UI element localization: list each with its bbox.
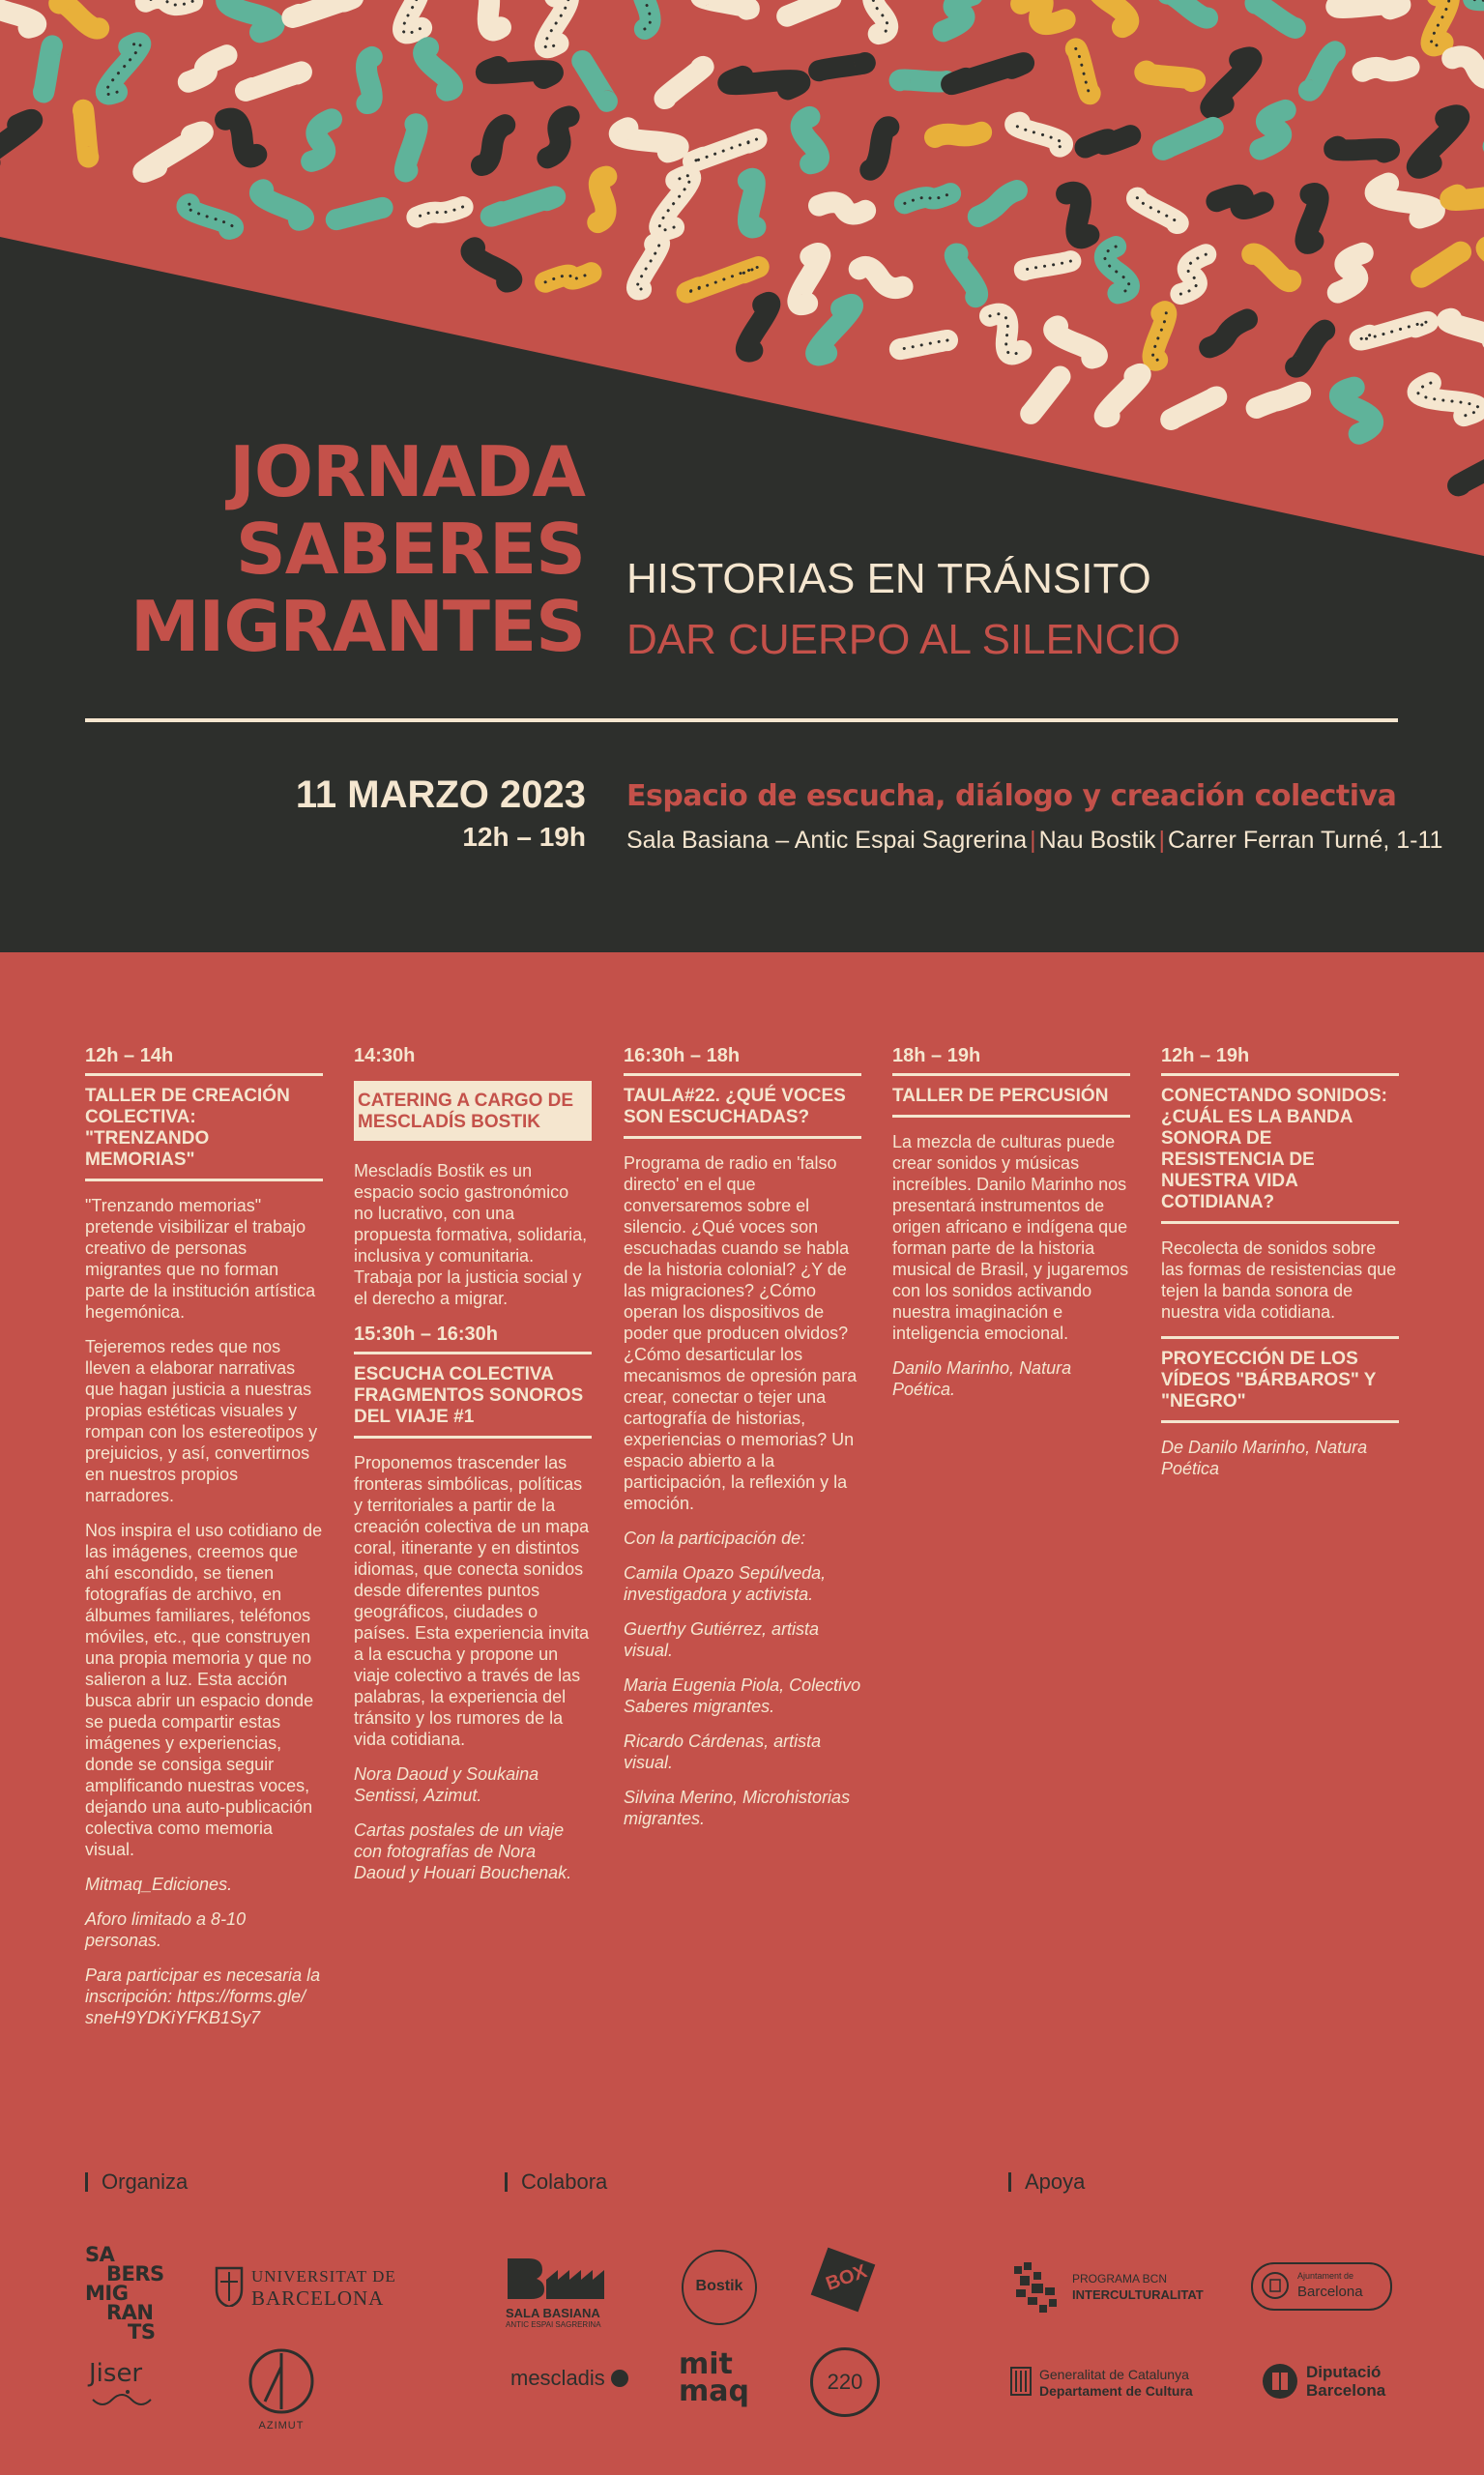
universitat-barcelona-logo: UNIVERSITAT DE BARCELONA xyxy=(215,2262,384,2311)
title-line-2: SABERES xyxy=(235,509,585,590)
participant: Maria Eugenia Piola, Colectivo Saberes migrantes. xyxy=(624,1675,861,1716)
event-hours: 12h – 19h xyxy=(462,822,586,852)
squiggle-shape xyxy=(1085,135,1130,147)
squiggle-shape xyxy=(311,119,332,161)
participants-intro: Con la participación de: xyxy=(624,1529,806,1548)
participant: Camila Opazo Sepúlveda, investigadora y activista. xyxy=(624,1563,827,1604)
venue-nau: Nau Bostik xyxy=(1038,827,1156,854)
squiggle-shape xyxy=(1338,253,1363,293)
session-description: La mezcla de culturas puede crear sonidos y músicas increíbles. Danilo Marinho nos presentará instrumentos de origen africano e indígena que forman parte de la historia musical de Brasil, y jugaremos con los sonidos activando nuestra imaginación e inteligencia emocional. xyxy=(892,1132,1129,1343)
mitmaq-logo: mit maq xyxy=(679,2347,749,2408)
session-title: TALLER DE PERCUSIÓN xyxy=(892,1076,1130,1118)
session-time: 15:30h – 16:30h xyxy=(354,1323,592,1354)
squiggle-shape xyxy=(1336,2,1400,9)
session-title-highlight: CATERING A CARGO DE MESCLADÍS BOSTIK xyxy=(354,1081,592,1141)
squiggle-shape xyxy=(405,124,418,171)
squiggle-shape xyxy=(935,132,981,137)
squiggle-shape xyxy=(819,63,865,71)
title-line-1: JORNADA xyxy=(229,431,585,512)
program-column-4 xyxy=(892,1044,1130,1413)
session-description: Proponemos trascender las fronteras simbólicas, políticas y territoriales a partir de la creación colectiva de un mapa coral, itinerante y en distintos idiomas, que conecta sonidos desde diferentes puntos geográficos, ciudades o países. Esta experiencia invita a la escucha y propone un viaje colectivo a través de las palabras, la experiencia del tránsito y los rumores de la vida cotidiana. xyxy=(354,1453,590,1749)
squiggle-shape xyxy=(597,177,606,223)
azimut-logo: AZIMUT xyxy=(247,2347,315,2431)
squiggle-shape xyxy=(905,193,950,203)
hero-banner xyxy=(0,0,1484,952)
ub-crest-icon xyxy=(215,2264,244,2307)
subtitle-line-2: DAR CUERPO AL SILENCIO xyxy=(626,616,1180,663)
squiggle-shape xyxy=(1180,254,1206,294)
squiggle-shape xyxy=(486,67,553,78)
squiggle-shape xyxy=(701,0,749,10)
mescladis-dot-icon xyxy=(611,2370,628,2387)
footer-label-apoya: Apoya xyxy=(1008,2172,1085,2192)
squiggle-shape xyxy=(1362,67,1409,72)
diputacio-seal-icon xyxy=(1262,2363,1298,2400)
squiggle-shape xyxy=(748,179,756,228)
footer-label-colabora: Colabora xyxy=(505,2172,607,2192)
session-description: "Trenzando memorias" pretende visibilizar el trabajo creativo de personas migrantes que no forman parte de la institución artística hegemónica. xyxy=(85,1196,316,1322)
program-column-1 xyxy=(85,1044,323,2042)
squiggle-shape xyxy=(1066,192,1089,239)
session-description: Tejeremos redes que nos lleven a elaborar narrativas que hagan justicia a nuestras propias estéticas visuales y rompan con los estereotipos y prejuicios, y así, convertirnos en nuestros propios narradores. xyxy=(85,1337,318,1505)
program-column-3 xyxy=(624,1044,861,1843)
ajuntament-barcelona-logo: Ajuntament de Barcelona xyxy=(1251,2262,1392,2311)
session-time: 12h – 19h xyxy=(1161,1044,1399,1076)
session-description: Nos inspira el uso cotidiano de las imágenes, creemos que ahí escondido, se tienen fotografías de archivo, en álbumes familiares, teléfonos móviles, etc., que construyen una propia memoria y que no salieron a luz. Esta acción busca abrir un espacio donde se pueda compartir estas imágenes y experiencias, donde se consiga seguir amplificando nuestras voces, dejando una auto-publicación colectiva como memoria visual. xyxy=(85,1521,323,1859)
session-time: 12h – 14h xyxy=(85,1044,323,1076)
basiana-building-icon xyxy=(506,2253,617,2301)
session-credit: Cartas postales de un viaje con fotografías de Nora Daoud y Houari Bouchenak. xyxy=(354,1820,572,1882)
venue-address: Carrer Ferran Turné, 1-11 xyxy=(1168,827,1443,854)
event-date: 11 MARZO 2023 xyxy=(295,773,586,816)
saberes-migrantes-logo: SA BERS MIG RAN TS xyxy=(85,2243,164,2344)
squiggle-shape xyxy=(728,76,800,90)
squiggle-shape xyxy=(870,127,888,170)
session-title: TAULA#22. ¿QUÉ VOCES SON ESCUCHADAS? xyxy=(624,1076,861,1139)
squiggle-shape xyxy=(547,116,568,158)
footer-label-organiza: Organiza xyxy=(85,2172,188,2192)
session-title: TALLER DE CREACIÓN COLECTIVA: "TRENZANDO MEMORIAS" xyxy=(85,1076,323,1181)
squiggle-shape xyxy=(944,0,973,31)
jiser-arabic-mark xyxy=(89,2388,159,2411)
session-description: Recolecta de sonidos sobre las formas de resistencias que tejen la banda sonora de nuestra vida cotidiana. xyxy=(1161,1238,1397,1322)
squiggle-shape xyxy=(1076,48,1091,94)
squiggle-shape xyxy=(1216,195,1263,209)
registration-link[interactable]: Para participar es necesaria la inscripción: https://forms.gle/ sneH9YDKiYFKB1Sy7 xyxy=(85,1965,321,2027)
squiggle-shape xyxy=(1257,393,1301,408)
squiggle-shape xyxy=(900,80,946,82)
title-line-3: MIGRANTES xyxy=(130,586,585,667)
session-credit: De Danilo Marinho, Natura Poética xyxy=(1161,1438,1368,1478)
session-title: ESCUCHA COLECTIVA FRAGMENTOS SONOROS DEL VIAJE #1 xyxy=(354,1354,592,1439)
jiser-logo: Jiser xyxy=(89,2359,159,2418)
squiggle-shape xyxy=(399,0,422,33)
ajuntament-seal-icon xyxy=(1261,2271,1290,2300)
event-venue: Sala Basiana – Antic Espai Sagrerina | Nau Bostik | Carrer Ferran Turné, 1-11 xyxy=(626,827,1443,854)
mescladis-logo: mescladis xyxy=(510,2366,628,2391)
session-credit: Mitmaq_Ediciones. xyxy=(85,1875,233,1894)
venue-sala: Sala Basiana – Antic Espai Sagrerina xyxy=(626,827,1028,854)
radio-220-logo: 220 xyxy=(810,2347,880,2417)
session-description: Programa de radio en 'falso directo' en el que conversaremos sobre el silencio. ¿Qué voces son escuchadas cuando se habla de la historia colonial? ¿Y de las migraciones? ¿Cómo operan los dispositivos de poder que producen olvidos? ¿Cómo desarticular los mecanismos de opresión para crear, conectar o tejer una cartografía de historias, experiencias o memorias? Un espacio abierto a la participación, la reflexión y la emoción. xyxy=(624,1153,858,1513)
squiggle-shape xyxy=(1025,261,1070,270)
squiggle-shape xyxy=(819,202,865,214)
participant: Silvina Merino, Microhistorias migrantes. xyxy=(624,1788,851,1828)
session-credit: Danilo Marinho, Natura Poética. xyxy=(892,1358,1072,1399)
event-tagline: Espacio de escucha, diálogo y creación colectiva xyxy=(626,779,1397,813)
squiggle-shape xyxy=(1152,311,1166,361)
squiggle-shape xyxy=(1260,110,1285,150)
pixel-map-icon xyxy=(1010,2260,1068,2315)
squiggle-shape xyxy=(873,0,887,34)
squiggle-shape xyxy=(44,45,52,92)
azimut-circle-icon xyxy=(247,2347,315,2415)
programa-interculturalitat-logo: PROGRAMA BCN INTERCULTURALITAT xyxy=(1010,2260,1204,2319)
session-credit: Nora Daoud y Soukaina Sentissi, Azimut. xyxy=(354,1764,539,1805)
subtitle-line-1: HISTORIAS EN TRÁNSITO xyxy=(626,555,1151,602)
box-logo: BOX xyxy=(804,2241,882,2323)
sala-basiana-logo: SALA BASIANA ANTIC ESPAI SAGRERINA xyxy=(506,2253,622,2329)
program-column-5 xyxy=(1161,1044,1399,1493)
session-title: CONECTANDO SONIDOS: ¿CUÁL ES LA BANDA SONORA DE RESISTENCIA DE NUESTRA VIDA COTIDIANA? xyxy=(1161,1076,1399,1224)
generalitat-bars-icon xyxy=(1010,2367,1032,2396)
squiggle-shape xyxy=(1450,195,1484,201)
session-title: PROYECCIÓN DE LOS VÍDEOS "BÁRBAROS" Y "NEGRO" xyxy=(1161,1336,1399,1423)
hero-divider xyxy=(85,718,1398,722)
squiggle-shape xyxy=(801,117,819,163)
squiggle-shape xyxy=(1334,147,1389,153)
squiggle-shape xyxy=(1305,193,1318,244)
program-column-2 xyxy=(354,1044,592,1897)
squiggle-shape xyxy=(83,110,88,158)
session-description: Mescladís Bostik es un espacio socio gastronómico no lucrativo, con una propuesta formativa, solidaria, inclusiva y comunitaria. Trabaja por la justicia social y el derecho a migrar. xyxy=(354,1161,588,1308)
session-time: 18h – 19h xyxy=(892,1044,1130,1076)
squiggle-shape xyxy=(336,208,383,219)
squiggle-shape xyxy=(417,207,462,218)
session-time: 14:30h xyxy=(354,1045,416,1066)
session-time: 16:30h – 18h xyxy=(624,1044,861,1076)
session-capacity: Aforo limitado a 8-10 personas. xyxy=(85,1909,247,1950)
participant: Ricardo Cárdenas, artista visual. xyxy=(624,1732,822,1772)
nau-bostik-logo: Bostik xyxy=(682,2250,757,2325)
squiggle-shape xyxy=(366,57,372,103)
squiggle-shape xyxy=(1145,71,1195,81)
participant: Guerthy Gutiérrez, artista visual. xyxy=(624,1619,820,1660)
